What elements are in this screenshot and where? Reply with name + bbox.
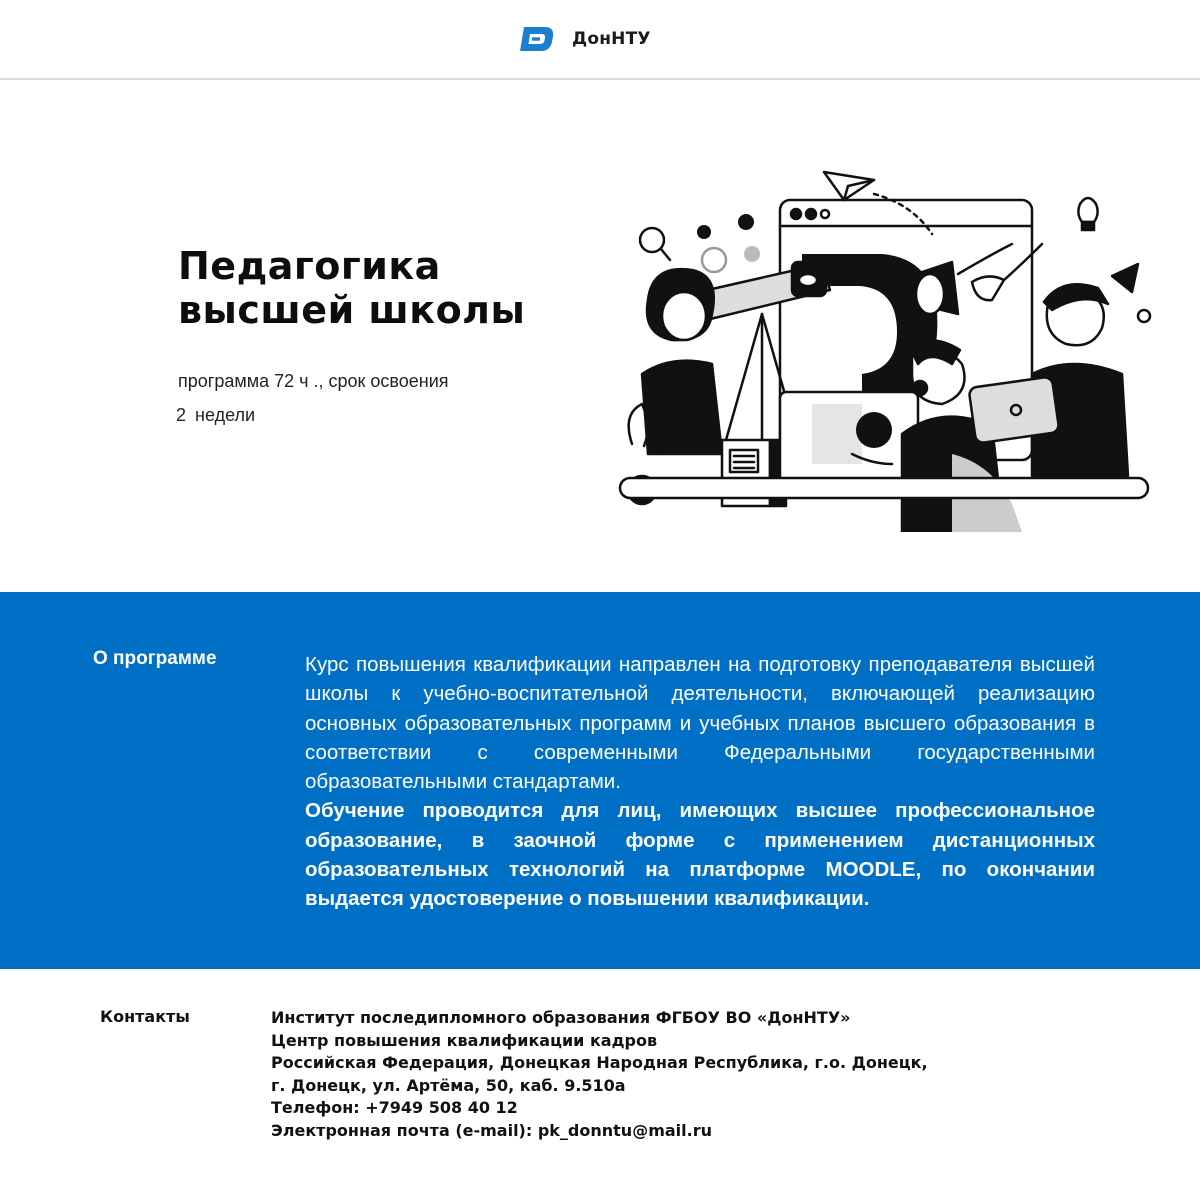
page-title bbox=[178, 244, 525, 332]
about-paragraph-2: Обучение проводится для лиц, имеющих высшее профессиональное образование, в заочной форме с применением дистанционных образовательных технологий на платформе MOODLE, по окончании выдается удостоверение о повышении квалификации. bbox=[305, 799, 1095, 911]
about-description bbox=[305, 650, 1095, 914]
about-paragraph-1: Курс повышения квалификации направлен на подготовку преподавателя высшей школы к учебно-воспитательной деятельности, включающей реализацию основных образовательных программ и учебных планов высшего образования в соответствии с современными Федеральными государственными образовательными стандартами. bbox=[305, 653, 1095, 794]
logo-text: ДонНТУ bbox=[572, 29, 651, 49]
page-header bbox=[0, 0, 1200, 80]
contacts-address-1: Российская Федерация, Донецкая Народная Республика, г.о. Донецк, bbox=[271, 1053, 928, 1073]
contacts-email[interactable]: Электронная почта (e-mail): pk_donntu@mail.ru bbox=[271, 1120, 712, 1140]
about-section bbox=[0, 592, 1200, 969]
donntu-logo-icon bbox=[518, 25, 556, 53]
program-duration: программа 72 ч ., срок освоения bbox=[178, 371, 449, 391]
contacts-label: Контакты bbox=[100, 1007, 190, 1026]
program-term: 2 недели bbox=[176, 405, 256, 425]
title-line-1: Педагогика bbox=[178, 244, 441, 288]
contacts-center: Центр повышения квалификации кадров bbox=[271, 1030, 658, 1050]
contacts-info bbox=[271, 1007, 928, 1143]
contacts-phone[interactable]: Телефон: +7949 508 40 12 bbox=[271, 1098, 518, 1118]
title-line-2: высшей школы bbox=[178, 288, 526, 332]
contacts-institute: Институт последипломного образования ФГБОУ ВО «ДонНТУ» bbox=[271, 1008, 851, 1027]
education-illustration bbox=[612, 164, 1157, 532]
contacts-address-2: г. Донецк, ул. Артёма, 50, каб. 9.510а bbox=[271, 1075, 626, 1095]
logo[interactable] bbox=[518, 24, 651, 54]
about-label: О программе bbox=[93, 648, 217, 669]
